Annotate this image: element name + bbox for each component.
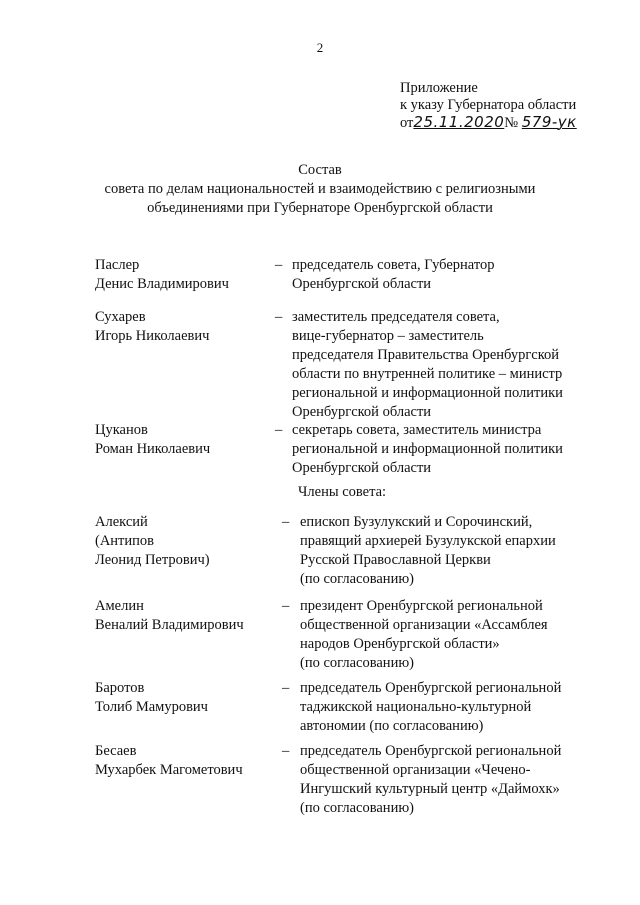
appendix-date-number-line [400, 114, 577, 132]
entry-surname: Паслер [95, 257, 140, 273]
entry-role-line: (по согласованию) [300, 655, 414, 671]
entry-role-line: Оренбургской области [292, 404, 432, 420]
entry-role-line: области по внутренней политике – министр [292, 366, 563, 382]
entry-name-line: Толиб Мамурович [95, 699, 208, 715]
entry-dash: – [282, 598, 290, 614]
title-line-2: совета по делам национальностей и взаимодействию с религиозными [104, 181, 536, 197]
entry-role-line: секретарь совета, заместитель министра [292, 422, 542, 438]
entry-role [300, 597, 600, 673]
entry-role-line: председатель совета, Губернатор [292, 257, 495, 273]
entry-name [95, 308, 285, 346]
entry-given-names: Денис Владимирович [95, 276, 229, 292]
entry-role [300, 679, 600, 736]
entry-role-line: (по согласованию) [300, 571, 414, 587]
entry-given-names: Роман Николаевич [95, 441, 211, 457]
title-line-1: Состав [298, 162, 342, 178]
entry-role-line: председатель Оренбургской региональной [300, 680, 562, 696]
entry-role-line: вице-губернатор – заместитель [292, 328, 484, 344]
entry-dash: – [282, 514, 290, 530]
handwritten-date: 25.11.2020 [413, 113, 505, 131]
entry-role-line: председателя Правительства Оренбургской [292, 347, 560, 363]
entry-dash: – [275, 257, 283, 273]
entry-name [95, 513, 285, 570]
entry-role-line: правящий архиерей Бузулукской епархии [300, 533, 556, 549]
appendix-block [400, 80, 577, 132]
page-number: 2 [316, 40, 324, 55]
handwritten-decree-number: 579-ук [521, 113, 577, 131]
entry-name-line: Леонид Петрович) [95, 552, 210, 568]
entry-dash: – [275, 422, 283, 438]
entry-role-line: общественной организации «Чечено- [300, 762, 531, 778]
entry-role-line: Оренбургской области [292, 276, 432, 292]
entry-name [95, 256, 285, 294]
entry-role [300, 742, 600, 818]
appendix-from-prefix: от [400, 115, 414, 131]
entry-role-line: Ингушский культурный центр «Даймохк» [300, 781, 560, 797]
appendix-title: Приложение [400, 80, 478, 96]
entry-name-line: Мухарбек Магометович [95, 762, 243, 778]
entry-role-line: председатель Оренбургской региональной [300, 743, 562, 759]
entry-name [95, 421, 285, 459]
entry-role-line: президент Оренбургской региональной [300, 598, 543, 614]
appendix-number-prefix: № [504, 115, 519, 131]
appendix-decree-reference: к указу Губернатора области [400, 97, 577, 113]
entry-role-line: региональной и информационной политики [292, 385, 563, 401]
entry-name-line: Амелин [95, 598, 144, 614]
members-heading: Члены совета: [298, 484, 387, 500]
entry-name [95, 679, 285, 717]
entry-dash: – [282, 743, 290, 759]
entry-dash: – [275, 309, 283, 325]
entry-name [95, 742, 285, 780]
entry-role-line: (по согласованию) [300, 800, 414, 816]
entry-name-line: Веналий Владимирович [95, 617, 244, 633]
entry-dash: – [282, 680, 290, 696]
entry-role-line: региональной и информационной политики [292, 441, 563, 457]
entry-surname: Сухарев [95, 309, 146, 325]
entry-role [292, 256, 592, 294]
entry-role-line: автономии (по согласованию) [300, 718, 484, 734]
entry-role-line: народов Оренбургской области» [300, 636, 500, 652]
entry-role-line: Русской Православной Церкви [300, 552, 491, 568]
entry-name-line: Бесаев [95, 743, 137, 759]
entry-role-line: епископ Бузулукский и Сорочинский, [300, 514, 533, 530]
entry-role [292, 308, 592, 422]
title-line-3: объединениями при Губернаторе Оренбургской области [147, 200, 493, 216]
entry-name [95, 597, 285, 635]
entry-name-line: Баротов [95, 680, 145, 696]
entry-given-names: Игорь Николаевич [95, 328, 210, 344]
entry-role-line: таджикской национально-культурной [300, 699, 532, 715]
entry-surname: Цуканов [95, 422, 148, 438]
entry-name-line: Алексий [95, 514, 148, 530]
document-title [0, 161, 640, 218]
entry-role [300, 513, 600, 589]
entry-role-line: заместитель председателя совета, [292, 309, 500, 325]
entry-role-line: общественной организации «Ассамблея [300, 617, 548, 633]
entry-role [292, 421, 592, 478]
entry-name-line: (Антипов [95, 533, 155, 549]
entry-role-line: Оренбургской области [292, 460, 432, 476]
